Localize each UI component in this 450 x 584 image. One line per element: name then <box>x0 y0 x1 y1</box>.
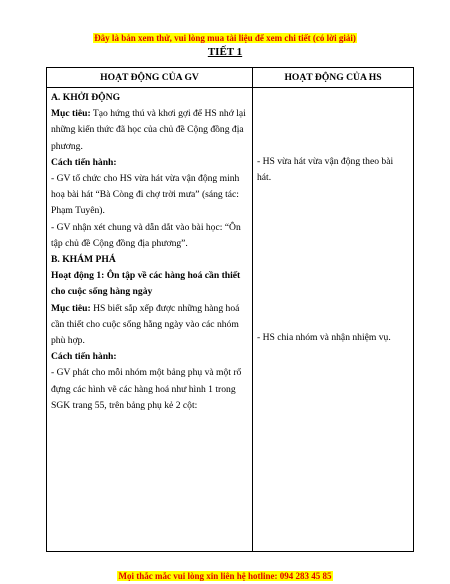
spacer <box>257 186 409 330</box>
part-a-step-1: - GV tổ chức cho HS vừa hát vừa vận động minh hoạ bài hát “Bà Còng đi chợ trời mưa” (sáng tác: Phạm Tuyên). <box>51 173 240 217</box>
teacher-activity-cell <box>47 88 253 552</box>
header-student-activity: HOẠT ĐỘNG CỦA HS <box>253 68 414 88</box>
spacer <box>257 90 409 154</box>
student-step-1: - HS vừa hát vừa vận động theo bài hát. <box>257 156 394 184</box>
goal-label: Mục tiêu: <box>51 302 91 314</box>
section-title: TIẾT 1 <box>207 46 243 58</box>
part-b-goal <box>51 301 248 350</box>
hotline-banner <box>0 566 450 584</box>
lesson-plan-table <box>46 67 414 552</box>
hotline-text: Mọi thắc mắc vui lòng xin liên hệ hotline: 094 283 45 85 <box>118 571 332 581</box>
part-b-heading: B. KHÁM PHÁ <box>51 254 116 266</box>
student-step-2: - HS chia nhóm và nhận nhiệm vụ. <box>257 332 391 344</box>
goal-label: Mục tiêu: <box>51 108 91 120</box>
preview-notice-banner <box>0 28 450 46</box>
part-a-step-2: - GV nhận xét chung và dẫn dắt vào bài học: “Ôn tập chủ đề Cộng đồng địa phương”. <box>51 221 241 249</box>
header-teacher-activity: HOẠT ĐỘNG CỦA GV <box>47 68 253 88</box>
part-a-heading: A. KHỞI ĐỘNG <box>51 92 121 103</box>
part-b-method-label: Cách tiến hành: <box>51 351 117 363</box>
table-row <box>47 88 414 552</box>
table-header-row <box>47 68 414 88</box>
part-a-method-label: Cách tiến hành: <box>51 156 117 168</box>
goal-text: Tạo hứng thú và khơi gợi để HS nhớ lại những kiến thức đã học của chủ đề Cộng đồng địa phương. <box>51 108 246 152</box>
student-activity-cell <box>253 88 414 552</box>
goal-text: HS biết sắp xếp được những hàng hoá cần thiết cho cuộc sống hằng ngày vào các nhóm phù hợp. <box>51 302 240 347</box>
part-a-goal <box>51 106 248 155</box>
part-b-step-1: - GV phát cho mỗi nhóm một bảng phụ và một rổ đựng các hình vẽ các hàng hoá như hình 1 trong SGK trang 55, trên bảng phụ kẻ 2 cột: <box>51 367 242 411</box>
preview-notice-text: Đây là bản xem thử, vui lòng mua tài liệu để xem chi tiết (có lời giải) <box>94 33 356 43</box>
activity-1-title: Hoạt động 1: Ôn tập về các hàng hoá cần thiết cho cuộc sống hàng ngày <box>51 270 241 298</box>
